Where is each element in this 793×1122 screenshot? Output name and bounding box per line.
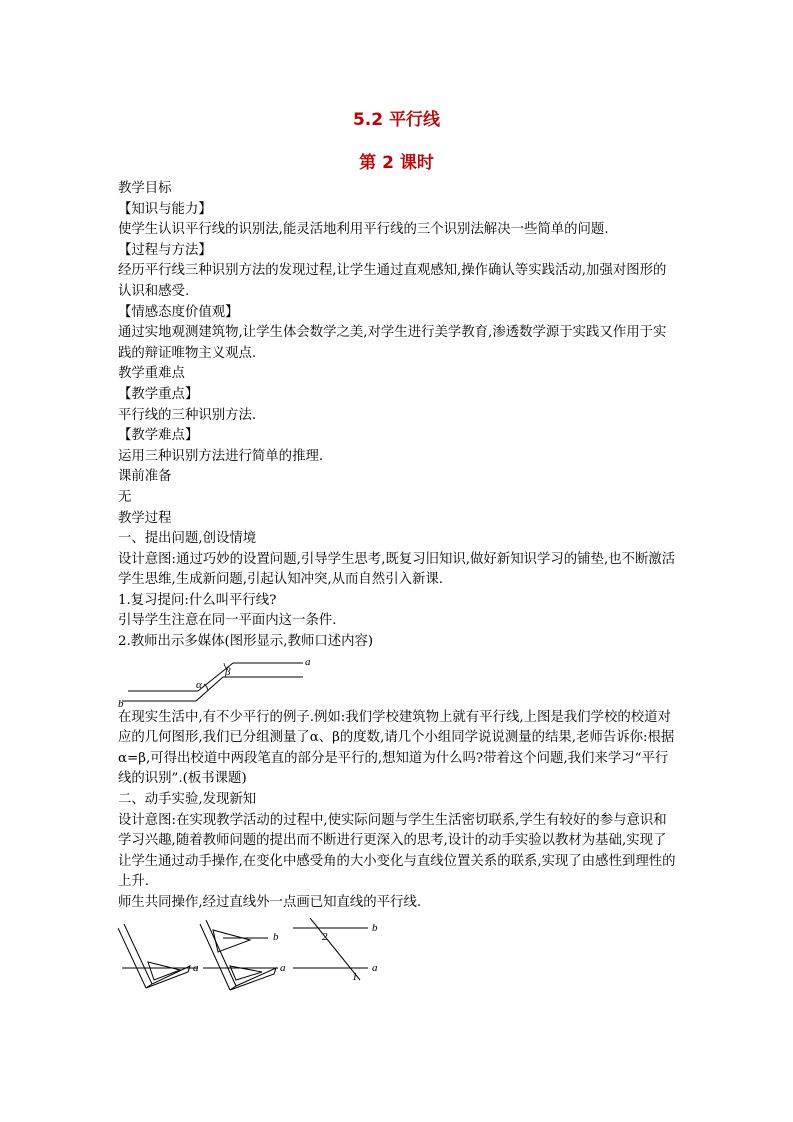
step2-design: 设计意图:在实现教学活动的过程中,使实际问题与学生生活密切联系,学生有较好的参与意识和学习兴趣,随着教师问题的提出而不断进行更深入的思考,设计的动手实验以教材为基础,实现了让学生通过动手操作,在变化中感受角的大小变化与直线位置关系的联系,实现了由感性到理性的上升.	[118, 812, 676, 890]
fig1-label-a: a	[305, 655, 311, 668]
fig2-label-two: 2	[322, 930, 328, 943]
emotion-text: 通过实地观测建筑物,让学生体会数学之美,对学生进行美学教育,渗透数学源于实践又作用于实践的辩证唯物主义观点.	[118, 325, 667, 361]
objectives-heading: 教学目标	[118, 181, 172, 196]
prep-heading: 课前准备	[118, 469, 172, 485]
question-2: 2.教师出示多媒体(图形显示,教师口述内容)	[118, 634, 374, 650]
difficulty-text: 运用三种识别方法进行简单的推理.	[118, 448, 324, 464]
question-1-note: 引导学生注意在同一平面内这一条件.	[118, 613, 337, 629]
process-main-heading: 教学过程	[118, 510, 172, 526]
parallel-construction-figure	[118, 918, 398, 1003]
emotion-heading: 【情感态度价值观】	[118, 304, 239, 320]
knowledge-heading: 【知识与能力】	[118, 201, 212, 217]
fig2-label-b3: b	[372, 921, 378, 934]
step1-design: 设计意图:通过巧妙的设置问题,引导学生思考,既复习旧知识,做好新知识学习的铺垫,也不断激活学生思维,生成新问题,引起认知冲突,从而自然引入新课.	[118, 551, 676, 588]
fig1-label-alpha: α	[196, 678, 202, 691]
process-text: 经历平行线三种识别方法的发现过程,让学生通过直观感知,操作确认等实践活动,加强对图形的认识和感受.	[118, 263, 667, 299]
fig1-label-b: b	[118, 697, 124, 708]
step1-heading: 一、提出问题,创设情境	[118, 531, 257, 547]
keypoints-heading: 教学重难点	[118, 366, 185, 382]
road-figure	[118, 653, 318, 708]
question-1: 1.复习提问:什么叫平行线?	[118, 592, 277, 608]
process-heading: 【过程与方法】	[118, 242, 212, 258]
fig2-label-a2: a	[280, 961, 286, 974]
fig2-label-one: 1	[352, 970, 358, 983]
document-body	[118, 179, 678, 1003]
focus-heading: 【教学重点】	[118, 386, 199, 402]
knowledge-text: 使学生认识平行线的识别法,能灵活地利用平行线的三个识别法解决一些简单的问题.	[118, 222, 609, 238]
fig1-label-beta: β	[225, 665, 231, 678]
focus-text: 平行线的三种识别方法.	[118, 407, 257, 423]
difficulty-heading: 【教学难点】	[118, 428, 199, 444]
step1-text: 在现实生活中,有不少平行的例子.例如:我们学校建筑物上就有平行线,上图是我们学校的校道对应的几何图形,我们已分组测量了α、β的度数,请几个小组同学说说测量的结果,老师告诉你:根据α=β,可得出校道中两段笔直的部分是平行的,想知道为什么吗?带着这个问题,我们来学习“平行线的识别”.(板书课题)	[118, 709, 675, 787]
fig2-label-a3: a	[372, 961, 378, 974]
step2-text: 师生共同操作,经过直线外一点画已知直线的平行线.	[118, 895, 422, 910]
page-title: 5.2 平行线	[352, 110, 441, 130]
step2-heading: 二、动手实验,发现新知	[118, 792, 257, 808]
fig2-label-b2: b	[273, 930, 279, 943]
page-subtitle: 第 2 课时	[359, 153, 434, 173]
prep-text: 无	[118, 489, 132, 505]
fig2-label-a1: a	[193, 961, 199, 974]
